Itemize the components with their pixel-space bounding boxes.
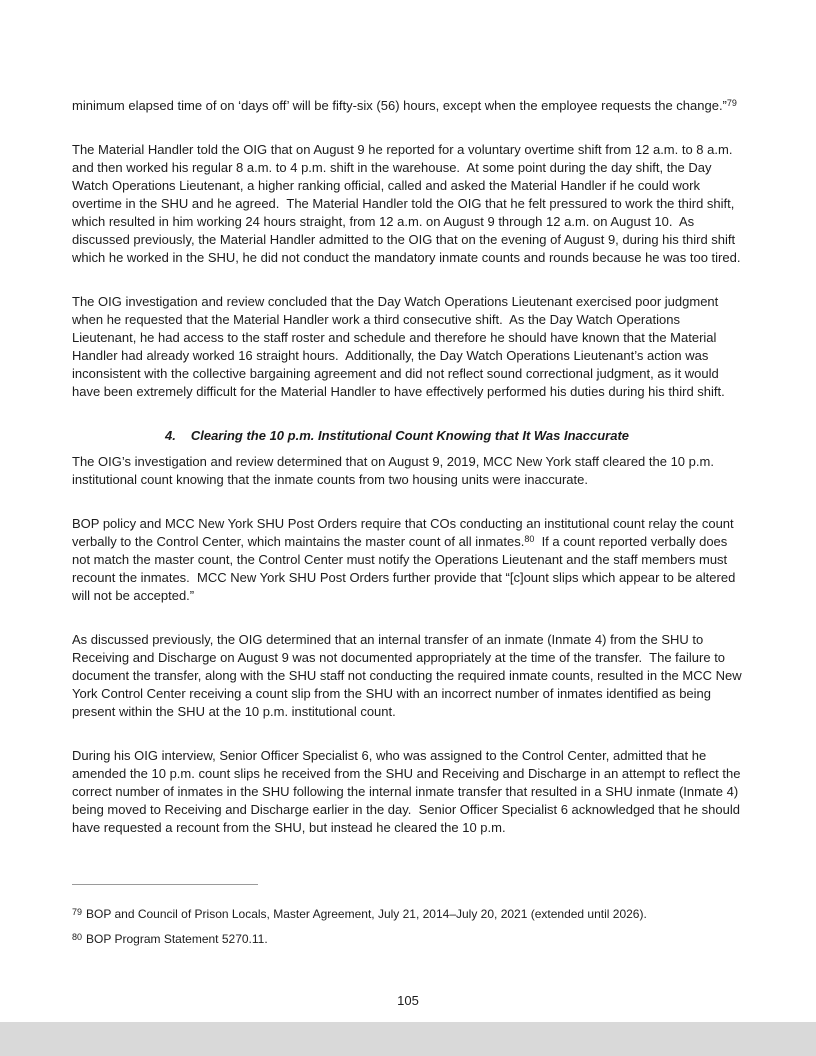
body-paragraph — [72, 515, 742, 605]
footnote — [72, 931, 744, 947]
footnote-text: BOP and Council of Prison Locals, Master Agreement, July 21, 2014–July 20, 2021 (extended until 2026). — [86, 907, 647, 921]
section-heading-text: Clearing the 10 p.m. Institutional Count Knowing that It Was Inaccurate — [190, 428, 630, 443]
body-paragraph: During his OIG interview, Senior Officer Specialist 6, who was assigned to the Control Center, admitted that he amended the 10 p.m. count slips he received from the SHU and Receiving and Discharge in an attempt to reflect the correct number of inmates in the SHU following the internal inmate transfer that resulted in a SHU inmate (Inmate 4) being moved to Receiving and Discharge earlier in the day. Senior Officer Specialist 6 acknowledged that he should have requested a recount from the SHU, but instead he cleared the 10 p.m. — [72, 748, 745, 835]
body-paragraph — [72, 97, 742, 115]
body-paragraph: The Material Handler told the OIG that on August 9 he reported for a voluntary overtime shift from 12 a.m. to 8 a.m. and then worked his regular 8 a.m. to 4 p.m. shift in the warehouse. At some point during the day shift, the Day Watch Operations Lieutenant, a higher ranking official, called and asked the Material Handler if he could work overtime in the SHU and he agreed. The Material Handler told the OIG that he felt pressured to work the third shift, which resulted in him working 24 hours straight, from 12 a.m. on August 9 through 12 a.m. on August 10. As discussed previously, the Material Handler admitted to the OIG that on the evening of August 9, during his third shift which he worked in the SHU, he did not conduct the mandatory inmate counts and rounds because he was too tired. — [72, 142, 741, 265]
footnote-number: 79 — [72, 906, 83, 917]
paragraph-text: BOP policy and MCC New York SHU Post Orders require that COs conducting an institutional count relay the count verbally to the Control Center, which maintains the master count of all inmates. — [72, 516, 738, 549]
section-heading-number: 4. — [165, 428, 176, 443]
footnote-divider — [72, 884, 258, 885]
footnote-number: 80 — [72, 931, 83, 942]
page-number: 105 — [397, 993, 419, 1008]
footnote — [72, 906, 744, 922]
footnote-ref-80: 80 — [524, 533, 535, 544]
paragraph-text: minimum elapsed time of on ‘days off’ will be fifty-six (56) hours, except when the employee requests the change.” — [72, 98, 727, 113]
body-paragraph: The OIG investigation and review concluded that the Day Watch Operations Lieutenant exercised poor judgment when he requested that the Material Handler work a third consecutive shift. As the Day Watch Operations Lieutenant, he had access to the staff roster and schedule and therefore he should have known that the Material Handler had already worked 16 straight hours. Additionally, the Day Watch Operations Lieutenant’s action was inconsistent with the collective bargaining agreement and did not reflect sound correctional judgment, as it would have been extremely difficult for the Material Handler to have effectively performed his duties during his third shift. — [72, 294, 725, 399]
body-paragraph: As discussed previously, the OIG determined that an internal transfer of an inmate (Inmate 4) from the SHU to Receiving and Discharge on August 9 was not documented appropriately at the time of the transfer. The failure to document the transfer, along with the SHU staff not conducting the required inmate counts, resulted in the MCC New York Control Center receiving a count slip from the SHU with an incorrect number of inmates identified as being present within the SHU at the 10 p.m. institutional count. — [72, 632, 746, 719]
page-body-text — [72, 97, 746, 863]
page-bottom-edge — [0, 1022, 816, 1056]
footnote-text: BOP Program Statement 5270.11. — [86, 932, 268, 946]
section-heading — [165, 427, 742, 445]
paragraph-text: If a count reported verbally does not match the master count, the Control Center must notify the Operations Lieutenant and the staff members must recount the inmates. MCC New York SHU Post Orders further provide that “[c]ount slips which appear to be altered will not be accepted.” — [72, 534, 739, 603]
footnote-ref-79: 79 — [726, 97, 737, 108]
body-paragraph: The OIG’s investigation and review determined that on August 9, 2019, MCC New York staff cleared the 10 p.m. institutional count knowing that the inmate counts from two housing units were inaccurate. — [72, 454, 718, 487]
footnote-area — [72, 884, 744, 956]
